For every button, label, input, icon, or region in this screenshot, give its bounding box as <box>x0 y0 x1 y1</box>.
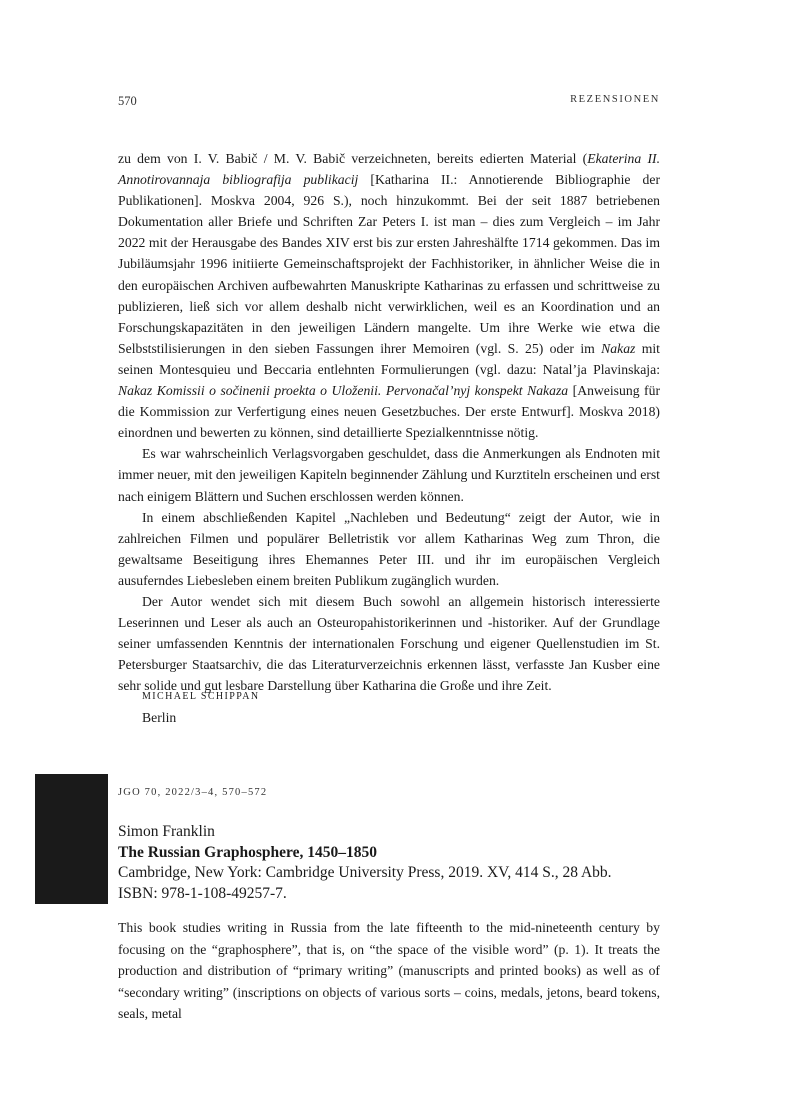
paragraph-text: Der Autor wendet sich mit diesem Buch sowohl an allgemein historisch interessierte Leserinnen und Leser als auch an Osteuropahistorikerinnen und -historiker. Auf der Grundlage seiner umfassenden Kenntnis der internationalen Forschung und eigener Quellenstudien im St. Petersburger Staatsarchiv, die das Literaturverzeichnis erkennen lässt, verfasste Jan Kusber eine sehr solide und gut lesbare Darstellung über Katharina die Große und ihre Zeit. <box>118 593 660 694</box>
paragraph-text: In einem abschließenden Kapitel „Nachleben und Bedeutung“ zeigt der Autor, wie in zahlreichen Filmen und populärer Belletristik vor allem Katharinas Weg zum Thron, die gewaltsame Beseitigung ihres Ehemannes Peter III. und ihr im europäischen Vergleich ausuferndes Liebesleben einem breiten Publikum zugänglich wurden. <box>118 509 660 588</box>
book-header <box>118 822 678 904</box>
paragraph <box>118 917 660 1025</box>
reviewer-location: Berlin <box>142 710 177 725</box>
paragraph-text: mit seinen Montesquieu und Beccaria entlehnten Formulierungen (vgl. dazu: Natal’ja Plavinskaja: <box>118 340 660 377</box>
section-marker-block <box>35 774 108 904</box>
new-review-text <box>118 917 660 1025</box>
italic-title-text: Nakaz Komissii o sočinenii proekta o Uloženii. Pervonačal’nyj konspekt Nakaza <box>118 383 569 399</box>
book-isbn: ISBN: 978-1-108-49257-7. <box>118 884 287 902</box>
paragraph-text: [Katharina II.: Annotierende Bibliographie der Publikationen]. Moskva 2004, 926 S.), noch hinzukommt. Bei der seit 1887 betriebenen Dokumentation aller Briefe und Schriften Zar Peters I. ist man – dies zum Vergleich – im Jahr 2022 mit der Herausgabe des Bandes XIV erst bis zur ersten Jahreshälfte 1714 gekommen. Das im Jubiläumsjahr 1996 initiierte Gemeinschaftsprojekt der Fachhistoriker, in ähnlicher Weise die in den europäischen Archiven aufbewahrten Manuskripte Katharinas zu erfassen und schrittweise zu publizieren, ließ sich vor allem deshalb nicht verwirklichen, weil es an Koordination und an Forschungskapazitäten in den jeweiligen Ländern mangelte. Um ihre Werke wie etwa die Selbststilisierungen in den sieben Fassungen ihrer Memoiren (vgl. S. 25) oder im <box>118 172 661 356</box>
italic-title-text: Nakaz <box>601 340 636 356</box>
review-body-text <box>118 148 660 696</box>
reviewer-name: MICHAEL SCHIPPAN <box>142 691 260 702</box>
book-title: The Russian Graphosphere, 1450–1850 <box>118 843 377 861</box>
italic-title-text: Ekaterina II. Annotirovannaja bibliografija publikacij <box>118 151 660 188</box>
paragraph-text: Es war wahrscheinlich Verlagsvorgaben geschuldet, dass die Anmerkungen als Endnoten mit immer neuer, mit den jeweiligen Kapiteln beginnender Zählung und Kurztiteln erscheinen und erst nach einigem Blättern und Suchen erschlossen werden können. <box>118 446 660 504</box>
paragraph <box>118 591 660 696</box>
paragraph <box>118 148 660 443</box>
book-publisher: Cambridge, New York: Cambridge University Press, 2019. XV, 414 S., 28 Abb. <box>118 864 612 881</box>
paragraph-text: This book studies writing in Russia from the late fifteenth to the mid-nineteenth century by focusing on the “graphosphere”, that is, on “the space of the visible word” (p. 1). It treats the production and distribution of “primary writing” (manuscripts and printed books) as well as of “secondary writing” (inscriptions on objects of various sorts – coins, medals, jetons, beard tokens, seals, metal <box>118 920 660 1022</box>
reviewer-signature <box>142 687 260 728</box>
page-number: 570 <box>118 94 137 108</box>
section-title: REZENSIONEN <box>570 94 660 105</box>
book-author: Simon Franklin <box>118 823 215 840</box>
paragraph-text: [Anweisung für die Kommission zur Verfertigung eines neuen Gesetzbuches. Der erste Entwurf]. Moskva 2018) einordnen und bewerten zu können, sind detaillierte Spezialkenntnisse nötig. <box>118 383 660 441</box>
paragraph <box>118 507 660 591</box>
paragraph-text: zu dem von I. V. Babič / M. V. Babič verzeichneten, bereits edierten Material ( <box>118 151 588 166</box>
paragraph <box>118 443 660 506</box>
journal-citation: JGO 70, 2022/3–4, 570–572 <box>118 787 268 798</box>
